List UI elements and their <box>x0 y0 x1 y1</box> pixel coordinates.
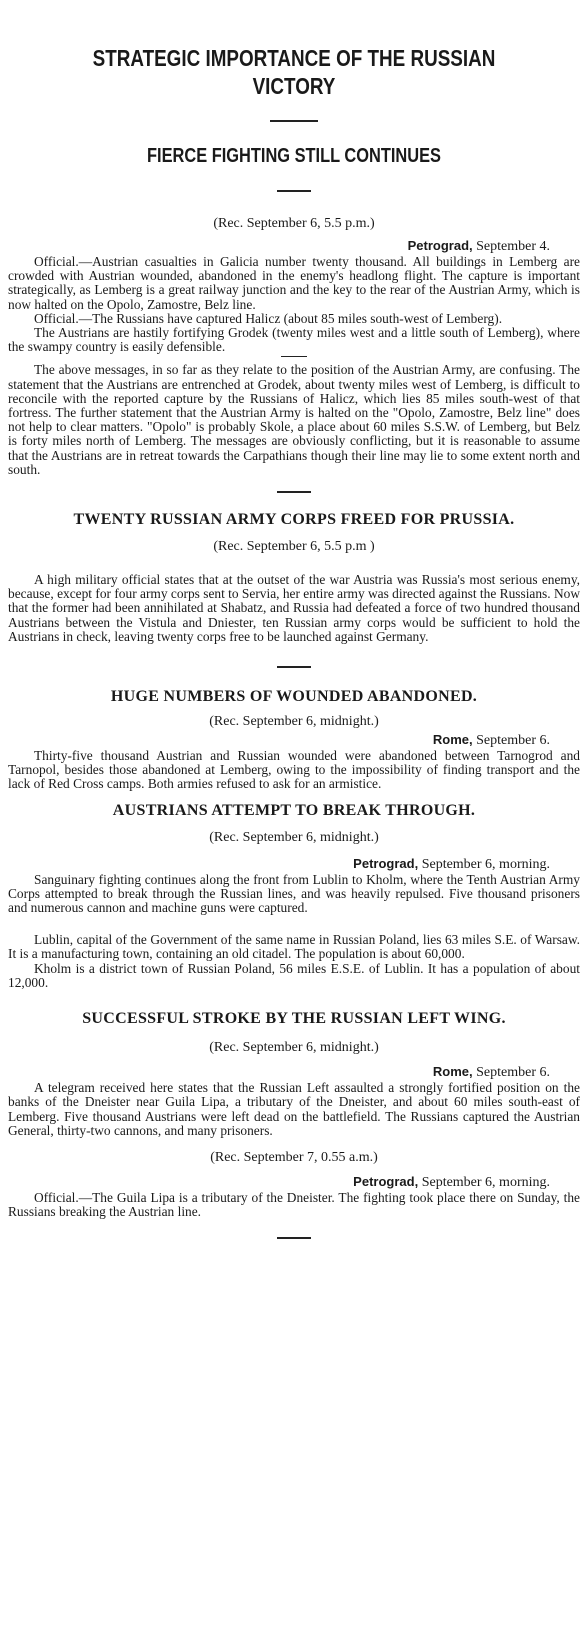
section-title: TWENTY RUSSIAN ARMY CORPS FREED FOR PRUSSIA. <box>73 511 515 529</box>
editorial-note: Lublin, capital of the Government of the same name in Russian Poland, lies 63 miles S.E. of Warsaw. It is a manufacturing town, containing an old citadel. The population is about 60,000. <box>8 932 580 962</box>
section-left-wing <box>8 1010 580 1219</box>
sub-headline: FIERCE FIGHTING STILL CONTINUES <box>147 145 441 167</box>
dateline-place: Petrograd, <box>353 855 419 871</box>
headline-rule <box>270 120 318 122</box>
section-petrograd-sept4 <box>8 216 580 477</box>
paragraph: A high military official states that at the outset of the war Austria was Russia's most serious enemy, because, except for four army corps sent to Servia, her entire army was directed against the Russians. Now that the former had been annihilated at Shabatz, and Russia had defeated a force of two hundred thousand Austrians between the Vistula and Dniester, ten Russian army corps would be sufficient to hold the Austrians in check, leaving twenty corps free to be launched against Germany. <box>8 572 580 644</box>
dateline <box>8 1174 580 1191</box>
section-rule <box>277 666 311 668</box>
paragraph: Sanguinary fighting continues along the front from Lublin to Kholm, where the Tenth Austrian Army Corps attempted to break through the Russian lines, and was heavily repulsed. Five thousand prisoners and numerous cannon and machine guns were captured. <box>8 871 580 916</box>
received-line: (Rec. September 6, midnight.) <box>209 829 379 845</box>
paragraph: The Austrians are hastily fortifying Grodek (twenty miles west and a little south of Lemberg), where the swampy country is easily defensible. <box>8 325 580 355</box>
section-wounded <box>8 688 580 792</box>
section-twenty-corps <box>8 511 580 644</box>
dateline-place: Rome, <box>432 732 473 748</box>
dateline-date: September 4. <box>476 239 550 254</box>
section-rule <box>277 491 311 493</box>
dateline-place: Rome, <box>432 1064 473 1080</box>
section-title: AUSTRIANS ATTEMPT TO BREAK THROUGH. <box>112 801 476 819</box>
end-rule <box>277 1237 311 1239</box>
paragraph: Thirty-five thousand Austrian and Russian wounded were abandoned between Tarnogrod and Tarnopol, besides those abandoned at Lemberg, owing to the impossibility of finding transport and the lack of Red Cross camps. Both armies refused to ask for an armistice. <box>8 748 580 792</box>
received-line: (Rec. September 6, midnight.) <box>209 714 379 730</box>
received-line: (Rec. September 6, 5.5 p.m.) <box>213 216 375 231</box>
dateline <box>8 238 580 255</box>
paragraph: A telegram received here states that the Russian Left assaulted a strongly fortified position on the banks of the Dneister near Guila Lipa, a tributary of the Dneister, and about 60 miles south-east of Lemberg. Five thousand Austrians were left dead on the battlefield. The Russians captured the Austrian General, thirty-two cannons, and many prisoners. <box>8 1080 580 1138</box>
section-title: HUGE NUMBERS OF WOUNDED ABANDONED. <box>110 688 478 706</box>
paragraph: Official.—The Guila Lipa is a tributary of the Dneister. The fighting took place there on Sunday, the Russians breaking the Austrian line. <box>8 1189 580 1220</box>
paragraph: Official.—Austrian casualties in Galicia number twenty thousand. All buildings in Lemberg are crowded with Austrian wounded, abandoned in the enemy's headlong flight. The capture is important strategically, as Lemberg is a great railway junction and the key to the rear of the Austrian Army, which is now halted on the Opolo, Zamostre, Belz line. <box>8 254 580 312</box>
editorial-note: Kholm is a district town of Russian Poland, 56 miles E.S.E. of Lublin. It has a population of about 12,000. <box>8 960 580 990</box>
dateline-place: Petrograd, <box>353 1173 419 1189</box>
section-break-through <box>8 802 580 990</box>
main-headline: STRATEGIC IMPORTANCE OF THE RUSSIAN VICTORY <box>92 45 496 99</box>
dateline-date: September 6, morning. <box>421 1174 550 1190</box>
received-line: (Rec. September 6, 5.5 p.m ) <box>213 539 375 555</box>
paragraph: Official.—The Russians have captured Halicz (about 85 miles south-west of Lemberg). <box>34 310 503 326</box>
paragraph-rule <box>281 356 307 357</box>
dateline-date: September 6, morning. <box>421 856 550 872</box>
editorial-note: The above messages, in so far as they relate to the position of the Austrian Army, are confusing. The statement that the Austrians are entrenched at Grodek, about twenty miles west of Lemberg, is difficult to reconcile with the reported capture by the Russians of Halicz, which lies 85 miles south-west of that fortress. The further statement that the Austrian Army is halted on the "Opolo, Zamostre, Belz line" does not help to clear matters. "Opolo" is probably Skole, a place about 60 miles S.S.W. of Lemberg, but Belz is forty miles north of Lemberg. The messages are obviously conflicting, but it is reasonable to assume that the Austrians are in retreat towards the Carpathians though their line may lie to some extent north and south. <box>8 362 580 477</box>
dateline <box>8 1064 580 1081</box>
dateline-date: September 6. <box>476 733 550 749</box>
subheadline-rule <box>277 190 311 192</box>
dateline-place: Petrograd, <box>407 238 473 253</box>
dateline-date: September 6. <box>476 1065 550 1081</box>
received-line: (Rec. September 6, midnight.) <box>209 1040 379 1056</box>
section-title: SUCCESSFUL STROKE BY THE RUSSIAN LEFT WING. <box>82 1010 506 1028</box>
dateline <box>8 856 580 873</box>
received-line: (Rec. September 7, 0.55 a.m.) <box>210 1149 378 1165</box>
newspaper-page <box>0 44 588 1239</box>
dateline <box>8 732 580 749</box>
